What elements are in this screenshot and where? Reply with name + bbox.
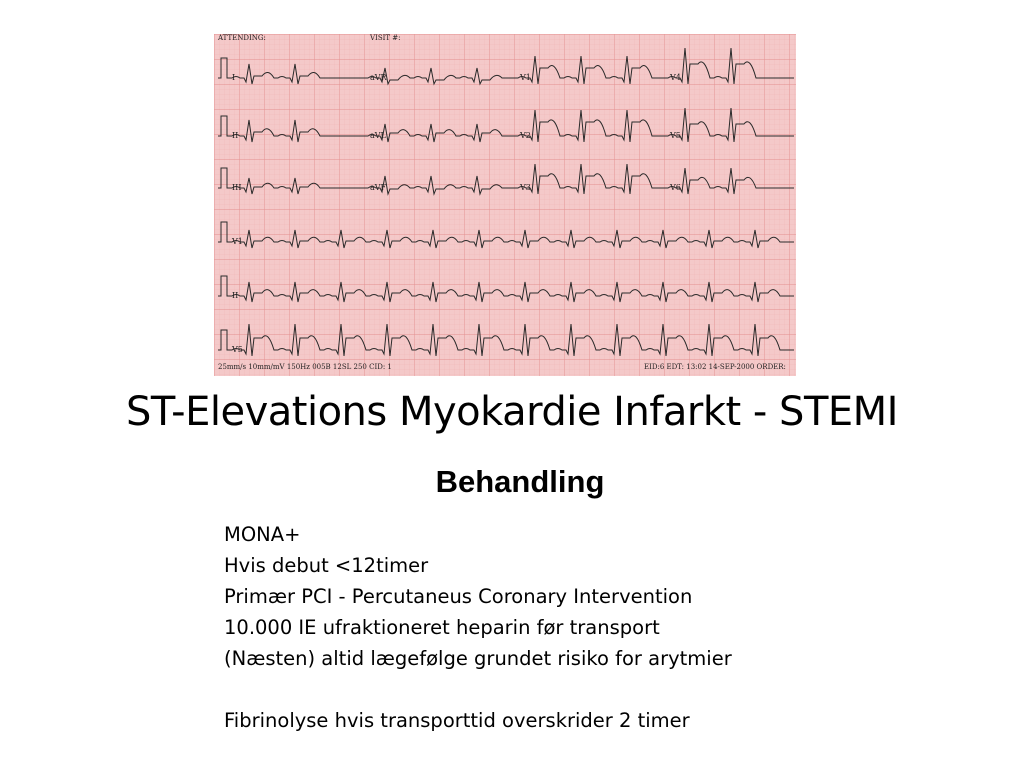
ecg-header-mid: VISIT #: [370,34,401,42]
treatment-line: (Næsten) altid lægefølge grundet risiko for arytmier [224,647,732,670]
ecg-lead-label: II [232,131,239,140]
treatment-line: Primær PCI - Percutaneus Coronary Intervention [224,585,693,608]
ecg-lead-label: III [232,183,242,192]
ecg-lead-label: V1 [232,237,243,246]
treatment-line: MONA+ [224,523,301,546]
ecg-lead-label: V3 [520,183,531,192]
ecg-image [214,34,796,376]
ecg-lead-label: I [232,73,236,82]
ecg-lead-label: V1 [520,73,531,82]
treatment-line: Hvis debut <12timer [224,554,429,577]
treatment-line: Fibrinolyse hvis transporttid overskrider 2 timer [224,709,690,732]
ecg-lead-label: V2 [520,131,531,140]
ecg-lead-label: V6 [670,183,681,192]
ecg-lead-label: aVL [370,131,386,140]
ecg-footer-left: 25mm/s 10mm/mV 150Hz 005B 12SL 250 CID: 1 [218,363,392,371]
ecg-lead-label: II [232,291,239,300]
ecg-header-left: ATTENDING: [218,34,266,42]
ecg-lead-label: aVF [370,183,387,192]
treatment-list [224,519,984,736]
treatment-line-blank [224,674,984,705]
ecg-lead-label: V5 [670,131,681,140]
treatment-line: 10.000 IE ufraktioneret heparin før transport [224,616,660,639]
slide-subtitle: Behandling [435,464,605,499]
ecg-footer-right: EID:6 EDT: 13:02 14-SEP-2000 ORDER: [644,363,786,371]
ecg-lead-label: V4 [670,73,681,82]
ecg-lead-label: aVR [370,73,387,82]
ecg-lead-label: V5 [232,345,243,354]
slide-title: ST-Elevations Myokardie Infarkt - STEMI [126,389,898,435]
